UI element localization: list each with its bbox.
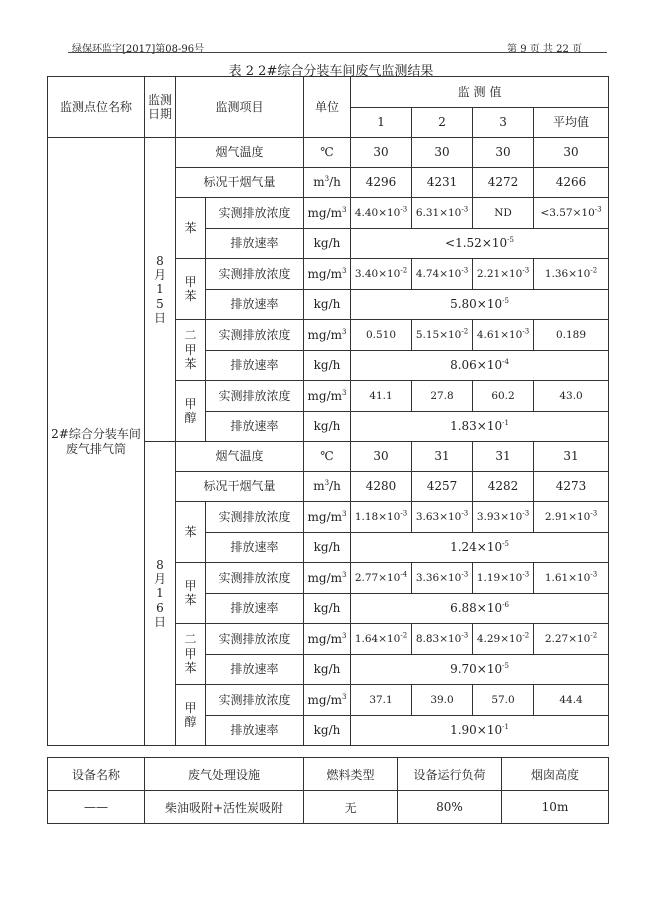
item-label: 实测排放浓度 xyxy=(206,563,304,594)
rate-value: $5.80\times 10^{-5}$ xyxy=(351,290,609,320)
page-number: 第 9 页 共 22 页 xyxy=(507,44,582,55)
value-cell: 0.189 xyxy=(534,320,609,351)
unit-cell: $mg/m^3$ xyxy=(304,563,351,594)
value-cell: 60.2 xyxy=(473,381,534,412)
rate-value: $1.83\times 10^{-1}$ xyxy=(351,412,609,442)
unit-cell: ℃ xyxy=(304,442,351,472)
monitoring-date: 8 月 1 6 日 xyxy=(145,442,176,746)
value-cell: $1.19\times 10^{-3}$ xyxy=(473,563,534,594)
item-label: 实测排放浓度 xyxy=(206,685,304,716)
value-cell: $4.29\times 10^{-2}$ xyxy=(473,624,534,655)
item-label: 实测排放浓度 xyxy=(206,502,304,533)
value-cell: 31 xyxy=(473,442,534,472)
value-cell: 4272 xyxy=(473,168,534,198)
pollutant-name: 二 甲 苯 xyxy=(176,624,206,685)
col-date: 监测 日期 xyxy=(145,77,176,138)
equipment-value: 80% xyxy=(398,791,502,824)
equipment-header: 设备名称 xyxy=(48,758,145,791)
item-label: 排放速率 xyxy=(206,533,304,563)
value-cell: $2.21\times 10^{-3}$ xyxy=(473,259,534,290)
unit-cell: $m^3/h$ xyxy=(304,472,351,502)
value-cell: $1.64\times 10^{-2}$ xyxy=(351,624,412,655)
item-label: 排放速率 xyxy=(206,716,304,746)
value-cell: $2.77\times 10^{-4}$ xyxy=(351,563,412,594)
item-label: 实测排放浓度 xyxy=(206,198,304,229)
pollutant-name: 苯 xyxy=(176,502,206,563)
value-cell: $6.31\times 10^{-3}$ xyxy=(412,198,473,229)
value-cell: $4.61\times 10^{-3}$ xyxy=(473,320,534,351)
value-cell: 0.510 xyxy=(351,320,412,351)
item-label: 实测排放浓度 xyxy=(206,259,304,290)
unit-cell: ℃ xyxy=(304,138,351,168)
value-cell: 4282 xyxy=(473,472,534,502)
value-cell: 30 xyxy=(351,442,412,472)
col-item: 监测项目 xyxy=(176,77,304,138)
value-cell: 30 xyxy=(534,138,609,168)
value-cell: $3.36\times 10^{-3}$ xyxy=(412,563,473,594)
item-label: 实测排放浓度 xyxy=(206,381,304,412)
value-cell: $3.93\times 10^{-3}$ xyxy=(473,502,534,533)
value-cell: 4296 xyxy=(351,168,412,198)
unit-cell: kg/h xyxy=(304,716,351,746)
item-label: 排放速率 xyxy=(206,412,304,442)
value-cell: 57.0 xyxy=(473,685,534,716)
item-label: 烟气温度 xyxy=(176,442,304,472)
unit-cell: kg/h xyxy=(304,290,351,320)
unit-cell: kg/h xyxy=(304,594,351,624)
value-cell: 4273 xyxy=(534,472,609,502)
unit-cell: kg/h xyxy=(304,229,351,259)
equipment-header: 废气处理设施 xyxy=(145,758,304,791)
value-cell: 4257 xyxy=(412,472,473,502)
item-label: 实测排放浓度 xyxy=(206,624,304,655)
value-cell: 43.0 xyxy=(534,381,609,412)
equipment-value: 柴油吸附+活性炭吸附 xyxy=(145,791,304,824)
unit-cell: kg/h xyxy=(304,533,351,563)
header-divider xyxy=(68,52,607,53)
item-label: 标况干烟气量 xyxy=(176,168,304,198)
item-label: 实测排放浓度 xyxy=(206,320,304,351)
monitoring-date: 8 月 1 5 日 xyxy=(145,138,176,442)
table-title: 表 2 2#综合分装车间废气监测结果 xyxy=(228,64,434,79)
pollutant-name: 二 甲 苯 xyxy=(176,320,206,381)
value-cell: $1.18\times 10^{-3}$ xyxy=(351,502,412,533)
equipment-value: —— xyxy=(48,791,145,824)
rate-value: $<1.52\times 10^{-5}$ xyxy=(351,229,609,259)
value-cell: $<3.57\times 10^{-3}$ xyxy=(534,198,609,229)
value-cell: 31 xyxy=(534,442,609,472)
col-point: 监测点位名称 xyxy=(48,77,145,138)
value-cell: 37.1 xyxy=(351,685,412,716)
point-name: 2#综合分装车间废气排气筒 xyxy=(48,138,145,746)
col-v1: 1 xyxy=(351,108,412,138)
unit-cell: $mg/m^3$ xyxy=(304,381,351,412)
unit-cell: $mg/m^3$ xyxy=(304,685,351,716)
col-v3: 3 xyxy=(473,108,534,138)
rate-value: $8.06\times 10^{-4}$ xyxy=(351,351,609,381)
value-cell: 4280 xyxy=(351,472,412,502)
unit-cell: kg/h xyxy=(304,655,351,685)
value-cell: $4.40\times 10^{-3}$ xyxy=(351,198,412,229)
value-cell: 4231 xyxy=(412,168,473,198)
col-values: 监 测 值 xyxy=(351,77,609,108)
unit-cell: kg/h xyxy=(304,412,351,442)
value-cell: $2.91\times 10^{-3}$ xyxy=(534,502,609,533)
unit-cell: $mg/m^3$ xyxy=(304,198,351,229)
value-cell: $3.40\times 10^{-2}$ xyxy=(351,259,412,290)
monitoring-table xyxy=(47,76,609,746)
pollutant-name: 甲 醇 xyxy=(176,381,206,442)
unit-cell: $mg/m^3$ xyxy=(304,259,351,290)
value-cell: 39.0 xyxy=(412,685,473,716)
value-cell: 4266 xyxy=(534,168,609,198)
unit-cell: $mg/m^3$ xyxy=(304,502,351,533)
value-cell: $1.61\times 10^{-3}$ xyxy=(534,563,609,594)
unit-cell: $mg/m^3$ xyxy=(304,624,351,655)
item-label: 排放速率 xyxy=(206,655,304,685)
value-cell: 31 xyxy=(412,442,473,472)
item-label: 排放速率 xyxy=(206,594,304,624)
value-cell: 30 xyxy=(351,138,412,168)
value-cell: $5.15\times 10^{-2}$ xyxy=(412,320,473,351)
value-cell: $2.27\times 10^{-2}$ xyxy=(534,624,609,655)
value-cell: 41.1 xyxy=(351,381,412,412)
value-cell: 30 xyxy=(473,138,534,168)
item-label: 排放速率 xyxy=(206,351,304,381)
value-cell: 30 xyxy=(412,138,473,168)
equipment-header: 烟囱高度 xyxy=(502,758,609,791)
item-label: 烟气温度 xyxy=(176,138,304,168)
pollutant-name: 甲 醇 xyxy=(176,685,206,746)
value-cell: ND xyxy=(473,198,534,229)
unit-cell: kg/h xyxy=(304,351,351,381)
value-cell: $4.74\times 10^{-3}$ xyxy=(412,259,473,290)
col-v2: 2 xyxy=(412,108,473,138)
value-cell: $8.83\times 10^{-3}$ xyxy=(412,624,473,655)
col-avg: 平均值 xyxy=(534,108,609,138)
item-label: 标况干烟气量 xyxy=(176,472,304,502)
value-cell: 44.4 xyxy=(534,685,609,716)
unit-cell: $mg/m^3$ xyxy=(304,320,351,351)
rate-value: $9.70\times 10^{-5}$ xyxy=(351,655,609,685)
rate-value: $1.90\times 10^{-1}$ xyxy=(351,716,609,746)
rate-value: $1.24\times 10^{-5}$ xyxy=(351,533,609,563)
pollutant-name: 甲 苯 xyxy=(176,259,206,320)
value-cell: $1.36\times 10^{-2}$ xyxy=(534,259,609,290)
item-label: 排放速率 xyxy=(206,290,304,320)
unit-cell: $m^3/h$ xyxy=(304,168,351,198)
value-cell: 27.8 xyxy=(412,381,473,412)
col-unit: 单位 xyxy=(304,77,351,138)
item-label: 排放速率 xyxy=(206,229,304,259)
equipment-value: 10m xyxy=(502,791,609,824)
pollutant-name: 甲 苯 xyxy=(176,563,206,624)
rate-value: $6.88\times 10^{-6}$ xyxy=(351,594,609,624)
value-cell: $3.63\times 10^{-3}$ xyxy=(412,502,473,533)
equipment-value: 无 xyxy=(304,791,398,824)
equipment-header: 设备运行负荷 xyxy=(398,758,502,791)
equipment-header: 燃料类型 xyxy=(304,758,398,791)
equipment-table xyxy=(47,757,609,824)
pollutant-name: 苯 xyxy=(176,198,206,259)
doc-number: 绿保环监字[2017]第08-96号 xyxy=(72,44,205,55)
